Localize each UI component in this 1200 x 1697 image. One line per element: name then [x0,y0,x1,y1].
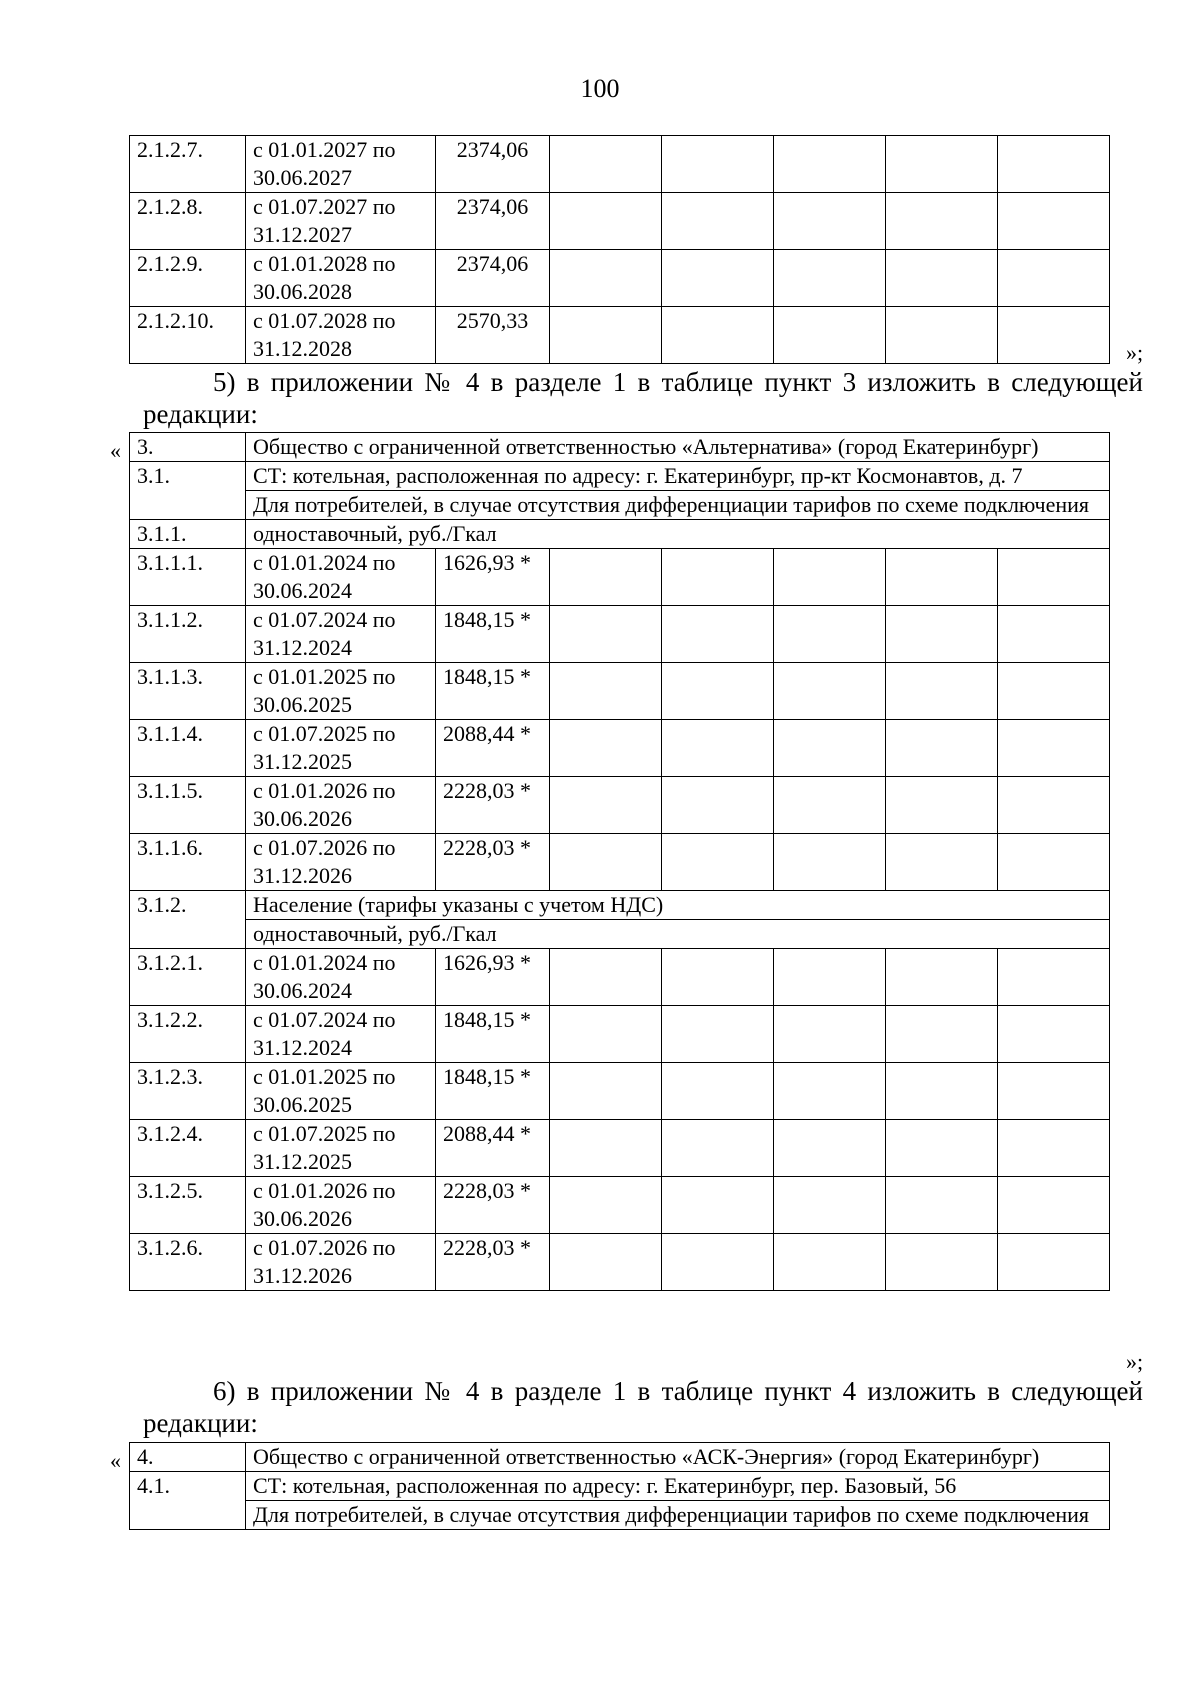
population-group: Население (тарифы указаны с учетом НДС) [246,891,1110,920]
row-number: 3.1.2. [130,891,246,949]
row-number: 4.1. [130,1472,246,1530]
period-cell: с 01.01.2025 по 30.06.2025 [246,663,436,720]
table-row [130,462,1110,491]
empty-cell [998,720,1110,777]
empty-cell [774,777,886,834]
row-number: 3.1.2.4. [130,1120,246,1177]
empty-cell [998,777,1110,834]
empty-cell [774,663,886,720]
period-cell: с 01.01.2028 по 30.06.2028 [246,250,436,307]
paragraph-6-line2: редакции: [143,1408,258,1438]
row-number: 2.1.2.10. [130,307,246,364]
table-row [130,520,1110,549]
row-number: 2.1.2.9. [130,250,246,307]
empty-cell [550,1006,662,1063]
empty-cell [998,1063,1110,1120]
empty-cell [998,250,1110,307]
period-cell: с 01.01.2024 по 30.06.2024 [246,949,436,1006]
empty-cell [886,1120,998,1177]
tariff-value-cell: 2374,06 [436,250,550,307]
tariff-value-cell: 2374,06 [436,136,550,193]
empty-cell [886,1006,998,1063]
table-row [130,1234,1110,1291]
empty-cell [998,949,1110,1006]
tariff-value-cell: 2088,44 * [436,720,550,777]
row-number: 3.1. [130,462,246,520]
empty-cell [774,549,886,606]
closing-quote: »; [1126,340,1144,365]
tariff-value-cell: 1626,93 * [436,549,550,606]
table-row [130,549,1110,606]
row-number: 3.1.2.6. [130,1234,246,1291]
empty-cell [886,549,998,606]
empty-cell [550,549,662,606]
empty-cell [998,193,1110,250]
empty-cell [886,1234,998,1291]
empty-cell [774,606,886,663]
empty-cell [662,136,774,193]
tariff-value-cell: 1848,15 * [436,606,550,663]
empty-cell [774,307,886,364]
table-row [130,1472,1110,1501]
empty-cell [886,606,998,663]
empty-cell [886,1177,998,1234]
empty-cell [550,834,662,891]
empty-cell [998,663,1110,720]
table-row [130,1063,1110,1120]
table-row [130,433,1110,462]
tariff-value-cell: 2228,03 * [436,834,550,891]
empty-cell [550,720,662,777]
empty-cell [774,1006,886,1063]
empty-cell [550,606,662,663]
empty-cell [550,1234,662,1291]
empty-cell [886,949,998,1006]
empty-cell [662,720,774,777]
table-row [130,250,1110,307]
empty-cell [886,720,998,777]
closing-quote: »; [1126,1349,1144,1374]
table-row [130,1501,1110,1530]
row-number: 4. [130,1443,246,1472]
period-cell: с 01.07.2026 по 31.12.2026 [246,834,436,891]
empty-cell [998,1006,1110,1063]
tariff-table-item-4 [129,1442,1110,1530]
paragraph-5-line1: 5) в приложении № 4 в разделе 1 в таблице пункт 3 изложить в следующей [213,367,1143,397]
empty-cell [662,193,774,250]
empty-cell [550,949,662,1006]
empty-cell [774,949,886,1006]
empty-cell [550,307,662,364]
table-row [130,1120,1110,1177]
empty-cell [774,1177,886,1234]
empty-cell [886,136,998,193]
row-number: 3.1.1.5. [130,777,246,834]
tariff-table-item-3 [129,432,1110,1291]
period-cell: с 01.07.2028 по 31.12.2028 [246,307,436,364]
rate-type: одноставочный, руб./Гкал [246,520,1110,549]
empty-cell [774,250,886,307]
empty-cell [774,834,886,891]
empty-cell [998,307,1110,364]
empty-cell [662,1006,774,1063]
row-number: 2.1.2.8. [130,193,246,250]
table-row [130,1006,1110,1063]
period-cell: с 01.01.2024 по 30.06.2024 [246,549,436,606]
empty-cell [550,136,662,193]
empty-cell [550,193,662,250]
empty-cell [662,606,774,663]
row-number: 3.1.1.2. [130,606,246,663]
consumer-group: Для потребителей, в случае отсутствия дифференциации тарифов по схеме подключения [246,491,1110,520]
table-row [130,949,1110,1006]
empty-cell [998,606,1110,663]
row-number: 3.1.1.6. [130,834,246,891]
table-row [130,777,1110,834]
period-cell: с 01.07.2025 по 31.12.2025 [246,1120,436,1177]
period-cell: с 01.01.2025 по 30.06.2025 [246,1063,436,1120]
tariff-table-continuation [129,135,1110,364]
empty-cell [662,777,774,834]
empty-cell [550,1120,662,1177]
table-row [130,663,1110,720]
empty-cell [662,1120,774,1177]
empty-cell [550,1177,662,1234]
table-row [130,1443,1110,1472]
table-row [130,491,1110,520]
organization-name: Общество с ограниченной ответственностью «Альтернатива» (город Екатеринбург) [246,433,1110,462]
table-row [130,1177,1110,1234]
empty-cell [774,193,886,250]
tariff-value-cell: 2228,03 * [436,1177,550,1234]
page-number: 100 [580,74,620,103]
row-number: 3.1.2.5. [130,1177,246,1234]
empty-cell [662,549,774,606]
empty-cell [662,307,774,364]
tariff-value-cell: 2570,33 [436,307,550,364]
tariff-value-cell: 2228,03 * [436,777,550,834]
empty-cell [774,1234,886,1291]
empty-cell [662,949,774,1006]
opening-quote: « [110,1448,121,1473]
paragraph-5 [143,366,1143,430]
paragraph-5-line2: редакции: [143,399,258,429]
empty-cell [998,549,1110,606]
rate-type: одноставочный, руб./Гкал [246,920,1110,949]
empty-cell [662,250,774,307]
row-number: 3. [130,433,246,462]
tariff-value-cell: 1626,93 * [436,949,550,1006]
empty-cell [886,193,998,250]
empty-cell [886,663,998,720]
empty-cell [662,1177,774,1234]
period-cell: с 01.01.2026 по 30.06.2026 [246,1177,436,1234]
empty-cell [998,1177,1110,1234]
row-number: 3.1.1. [130,520,246,549]
heat-system-description: СТ: котельная, расположенная по адресу: г. Екатеринбург, пр-кт Космонавтов, д. 7 [246,462,1110,491]
row-number: 3.1.1.3. [130,663,246,720]
empty-cell [998,1234,1110,1291]
empty-cell [550,1063,662,1120]
empty-cell [662,1234,774,1291]
empty-cell [998,1120,1110,1177]
empty-cell [550,250,662,307]
empty-cell [774,1063,886,1120]
period-cell: с 01.07.2024 по 31.12.2024 [246,1006,436,1063]
tariff-value-cell: 2088,44 * [436,1120,550,1177]
tariff-value-cell: 1848,15 * [436,1063,550,1120]
empty-cell [998,136,1110,193]
table-row [130,920,1110,949]
table-row [130,307,1110,364]
tariff-value-cell: 1848,15 * [436,1006,550,1063]
period-cell: с 01.07.2026 по 31.12.2026 [246,1234,436,1291]
period-cell: с 01.07.2025 по 31.12.2025 [246,720,436,777]
row-number: 3.1.2.2. [130,1006,246,1063]
empty-cell [886,834,998,891]
paragraph-6 [143,1375,1143,1439]
heat-system-description: СТ: котельная, расположенная по адресу: г. Екатеринбург, пер. Базовый, 56 [246,1472,1110,1501]
table-row [130,136,1110,193]
empty-cell [774,136,886,193]
empty-cell [886,777,998,834]
period-cell: с 01.07.2027 по 31.12.2027 [246,193,436,250]
table-row [130,193,1110,250]
empty-cell [662,1063,774,1120]
row-number: 3.1.2.3. [130,1063,246,1120]
empty-cell [886,250,998,307]
table-row [130,606,1110,663]
row-number: 3.1.1.1. [130,549,246,606]
consumer-group: Для потребителей, в случае отсутствия дифференциации тарифов по схеме подключения [246,1501,1110,1530]
empty-cell [550,663,662,720]
row-number: 3.1.2.1. [130,949,246,1006]
opening-quote: « [110,438,121,463]
tariff-value-cell: 2228,03 * [436,1234,550,1291]
empty-cell [886,307,998,364]
row-number: 2.1.2.7. [130,136,246,193]
table-row [130,834,1110,891]
period-cell: с 01.07.2024 по 31.12.2024 [246,606,436,663]
period-cell: с 01.01.2027 по 30.06.2027 [246,136,436,193]
row-number: 3.1.1.4. [130,720,246,777]
empty-cell [998,834,1110,891]
empty-cell [550,777,662,834]
period-cell: с 01.01.2026 по 30.06.2026 [246,777,436,834]
paragraph-6-line1: 6) в приложении № 4 в разделе 1 в таблице пункт 4 изложить в следующей [213,1376,1143,1406]
empty-cell [886,1063,998,1120]
tariff-value-cell: 1848,15 * [436,663,550,720]
organization-name: Общество с ограниченной ответственностью «АСК-Энергия» (город Екатеринбург) [246,1443,1110,1472]
table-row [130,720,1110,777]
tariff-value-cell: 2374,06 [436,193,550,250]
table-row [130,891,1110,920]
empty-cell [662,834,774,891]
empty-cell [662,663,774,720]
empty-cell [774,1120,886,1177]
empty-cell [774,720,886,777]
